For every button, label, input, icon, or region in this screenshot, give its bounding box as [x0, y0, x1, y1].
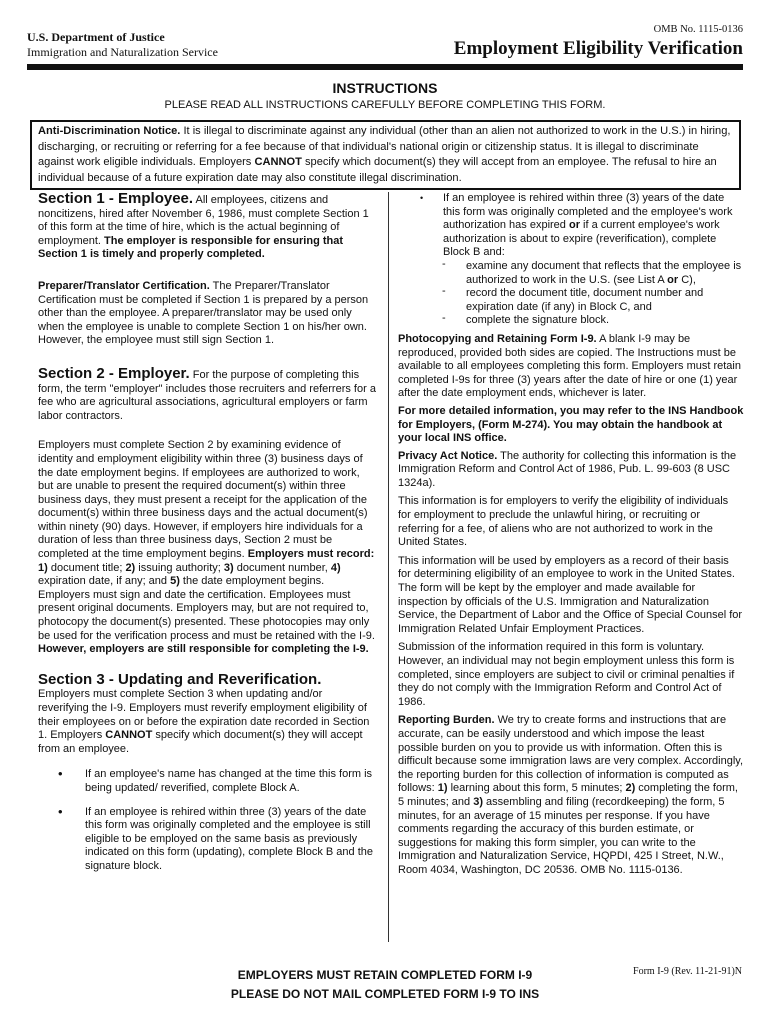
- list-item: [38, 803, 376, 874]
- anti-discrimination-notice: [30, 120, 741, 190]
- section2-item-5: the date employment begins. Employers must sign and date the certification. Employees must present original documents. Employers may, but are not required to, photocopy the document(s) presented. These photocopies may only be used for the verification process and must be retained with the I-9.: [38, 575, 375, 642]
- section2-responsibility: However, employers are still responsible for completing the I-9.: [38, 643, 369, 656]
- section2-details: [38, 439, 376, 657]
- section1-bold-text: The employer is responsible for ensuring that Section 1 is timely and properly completed.: [38, 234, 344, 261]
- section3-text: Employers must complete Section 3 when updating and/or reverifying the I-9. Employers must reverify employment eligibility of their employees on or before the expiration date recorded in Section 1. Employers: [38, 688, 370, 742]
- form-number: Form I-9 (Rev. 11-21-91)N: [633, 966, 742, 977]
- sub-item-text: complete the signature block.: [466, 314, 610, 327]
- retain-notice: EMPLOYERS MUST RETAIN COMPLETED FORM I-9: [237, 968, 533, 982]
- column-divider: [388, 192, 389, 942]
- list-item: [38, 768, 376, 795]
- privacy-heading: Privacy Act Notice.: [398, 449, 498, 462]
- sub-item-text: record the document title, document number and expiration date (if any) in Block C, and: [466, 287, 704, 313]
- burden-num-2: 2): [625, 782, 636, 795]
- burden-num-1: 1): [437, 782, 448, 795]
- privacy-voluntary: Submission of the information required in this form is voluntary. However, an individual may not begin employment unless this form is completed, since employers are subject to civil or criminal penalties if they do not comply with the Immigration Reform and Control Act of 1986.: [398, 641, 735, 708]
- notice-text: It is illegal to discriminate against any individual (other than an alien not authorized to work in the U.S.) in hiring, discharging, or recruiting or referring for a fee because of that individual's national origin or citizenship status. It is illegal to discriminate against work eligible individuals. Employers: [38, 125, 731, 168]
- department-name: U.S. Department of Justice: [27, 30, 165, 44]
- section3-bullet-list: [38, 768, 376, 873]
- section2-record-label: Employers must record: 1): [38, 548, 375, 574]
- omb-number: OMB No. 1115-0136: [653, 24, 743, 35]
- right-column: [398, 192, 744, 878]
- section2-heading: Section 2 - Employer.: [38, 364, 190, 382]
- service-name: Immigration and Naturalization Service: [27, 45, 218, 59]
- section1-paragraph: [38, 192, 376, 262]
- section2-item-4: expiration date, if any; and: [38, 575, 171, 588]
- notice-cannot: CANNOT: [254, 156, 302, 168]
- section2-item-2: issuing authority;: [135, 561, 224, 574]
- section2-num-5: 5): [170, 575, 180, 588]
- instructions-subtitle: PLEASE READ ALL INSTRUCTIONS CAREFULLY BEFORE COMPLETING THIS FORM.: [164, 99, 606, 111]
- section1-heading: Section 1 - Employee.: [38, 190, 194, 207]
- notice-text-end: specify which document(s) they will accept from an employee. The refusal to hire an individual because of a future expiration date may also constitute illegal discrimination.: [38, 156, 717, 184]
- section2-num-4: 4): [330, 561, 341, 574]
- notice-heading: Anti-Discrimination Notice.: [38, 125, 181, 137]
- preparer-paragraph: [38, 280, 376, 348]
- burden-text-2: completing the form, 5 minutes; and: [398, 782, 738, 808]
- rehire-text: If an employee is rehired within three (3) years of the date this form was originally completed and the employee's work authorization has expired: [443, 192, 733, 232]
- burden-num-3: 3): [473, 795, 483, 808]
- section2-text: For the purpose of completing this form, the term "employer" includes those recruiters and referrers for a fee who are agricultural associations, agricultural employers or farm labor contractors.: [38, 368, 376, 422]
- rehire-sub-list: [442, 257, 744, 328]
- list-item: [398, 314, 744, 328]
- burden-text-1: learning about this form, 5 minutes;: [447, 782, 626, 795]
- form-title: Employment Eligibility Verification: [453, 38, 743, 59]
- section2-num-3: 3): [223, 561, 234, 574]
- dash-icon: -: [442, 312, 446, 325]
- section3-heading: Section 3 - Updating and Reverification.: [38, 670, 322, 688]
- section3-text-end: specify which document(s) they will accept from an employee.: [38, 729, 363, 755]
- mail-notice: PLEASE DO NOT MAIL COMPLETED FORM I-9 TO INS: [230, 987, 540, 1001]
- sub-item-text-end: C),: [678, 273, 696, 286]
- photocopying-heading: Photocopying and Retaining Form I-9.: [398, 332, 597, 345]
- section2-item-1: document title;: [47, 561, 126, 574]
- section3-paragraph: [38, 670, 376, 757]
- list-item: [398, 287, 744, 314]
- burden-heading: Reporting Burden.: [398, 714, 495, 727]
- photocopying-text: A blank I-9 may be reproduced, provided both sides are copied. The Instructions must be available to all employees completing this form. Employers must retain completed I-9s for three (3) years after the date of hire or one (1) year after the date employment ends, whichever is later.: [398, 332, 741, 400]
- more-info-paragraph: [398, 405, 744, 446]
- list-item-text: If an employee's name has changed at the time this form is being updated/ reverified, complete Block A.: [85, 768, 373, 794]
- privacy-text: The authority for collecting this information is the Immigration Reform and Control Act of 1986, Pub. L. 99-603 (8 USC 1324a).: [398, 449, 737, 489]
- preparer-text: The Preparer/Translator Certification must be completed if Section 1 is prepared by a person other than the employee. A preparer/translator may be used only when the employee is unable to complete Section 1 on his/her own. However, the employee must still sign Section 1.: [38, 279, 369, 347]
- dash-icon: -: [442, 285, 446, 298]
- bullet-icon: •: [420, 193, 424, 203]
- burden-text: We try to create forms and instructions that are accurate, can be easily understood and which impose the least possible burden on you to provide us with information. Often this is difficult because some immigration laws are very complex. Accordingly, the reporting burden for this collection of information is computed as follows:: [398, 714, 744, 795]
- rehire-text-end: if a current employee's work authorization is about to expire (reverification), complete Block B and:: [443, 219, 720, 259]
- section2-item-3: document number,: [233, 561, 331, 574]
- left-column: [38, 192, 376, 874]
- section2-paragraph: [38, 364, 376, 423]
- section1-text: All employees, citizens and noncitizens, hired after November 6, 1986, must complete Section 1 of this form at the time of hire, which is the actual beginning of employment.: [38, 194, 369, 247]
- sub-item-text: examine any document that reflects that the employee is authorized to work in the U.S. (see List A: [466, 259, 742, 286]
- form-footer: [0, 966, 770, 1006]
- burden-text-3: assembling and filing (recordkeeping) the form, 5 minutes, for an average of 15 minutes per response. If you have comments regarding the accuracy of this burden estimate, or suggestions for making this form simpler, you can write to the Immigration and Naturalization Service, HQPDI, 425 I Street, N.W., Room 4034, Washington, DC 20536. OMB No. 1115-0136.: [398, 795, 725, 876]
- instructions-title: INSTRUCTIONS: [332, 80, 438, 96]
- section2-num-2: 2): [125, 561, 136, 574]
- privacy-purpose: This information is for employers to verify the eligibility of individuals for employment to preclude the unlawful hiring, or recruiting or referring for a fee, of aliens who are not authorized to work in the United States.: [398, 495, 729, 549]
- privacy-paragraph: [398, 450, 744, 491]
- rehire-bullet: [398, 192, 744, 328]
- dash-icon: -: [442, 257, 446, 270]
- section2-details-text: Employers must complete Section 2 by examining evidence of identity and employment eligibility within three (3) business days of the date employment begins. If employees are authorized to work, but are unable to present the required document(s) within three business days, they must present a receipt for the application of the document(s) within three business days and the actual document(s) within ninety (90) days. However, if employers hire individuals for a duration of less than three business days, Section 2 must be completed at the time employment begins.: [38, 439, 368, 561]
- section3-cannot: CANNOT: [105, 729, 153, 742]
- header-rule: [27, 64, 743, 70]
- more-info-text: For more detailed information, you may refer to the INS Handbook for Employers, (Form M-274). You may obtain the handbook at your local INS office.: [398, 404, 744, 445]
- privacy-use: This information will be used by employers as a record of their basis for determining eligibility of an employee to work in the United States. The form will be kept by the employer and made available for inspection by officials of the U.S. Immigration and Naturalization Service, the Department of Labor and the Office of Special Counsel for Immigration Related Unfair Employment Practices.: [398, 554, 743, 635]
- photocopying-paragraph: [398, 333, 744, 401]
- form-header: [27, 24, 743, 64]
- rehire-or: or: [568, 219, 580, 232]
- sub-item-or: or: [667, 273, 679, 286]
- preparer-heading: Preparer/Translator Certification.: [38, 279, 210, 292]
- list-item-text: If an employee is rehired within three (3) years of the date this form was originally completed and the employee is still eligible to be employed on the same basis as previously indicated on this form (updating), complete Block B and the signature block.: [85, 805, 373, 872]
- bullet-icon: •: [58, 803, 63, 819]
- list-item: [398, 257, 744, 287]
- bullet-icon: •: [58, 766, 63, 782]
- burden-paragraph: [398, 714, 744, 877]
